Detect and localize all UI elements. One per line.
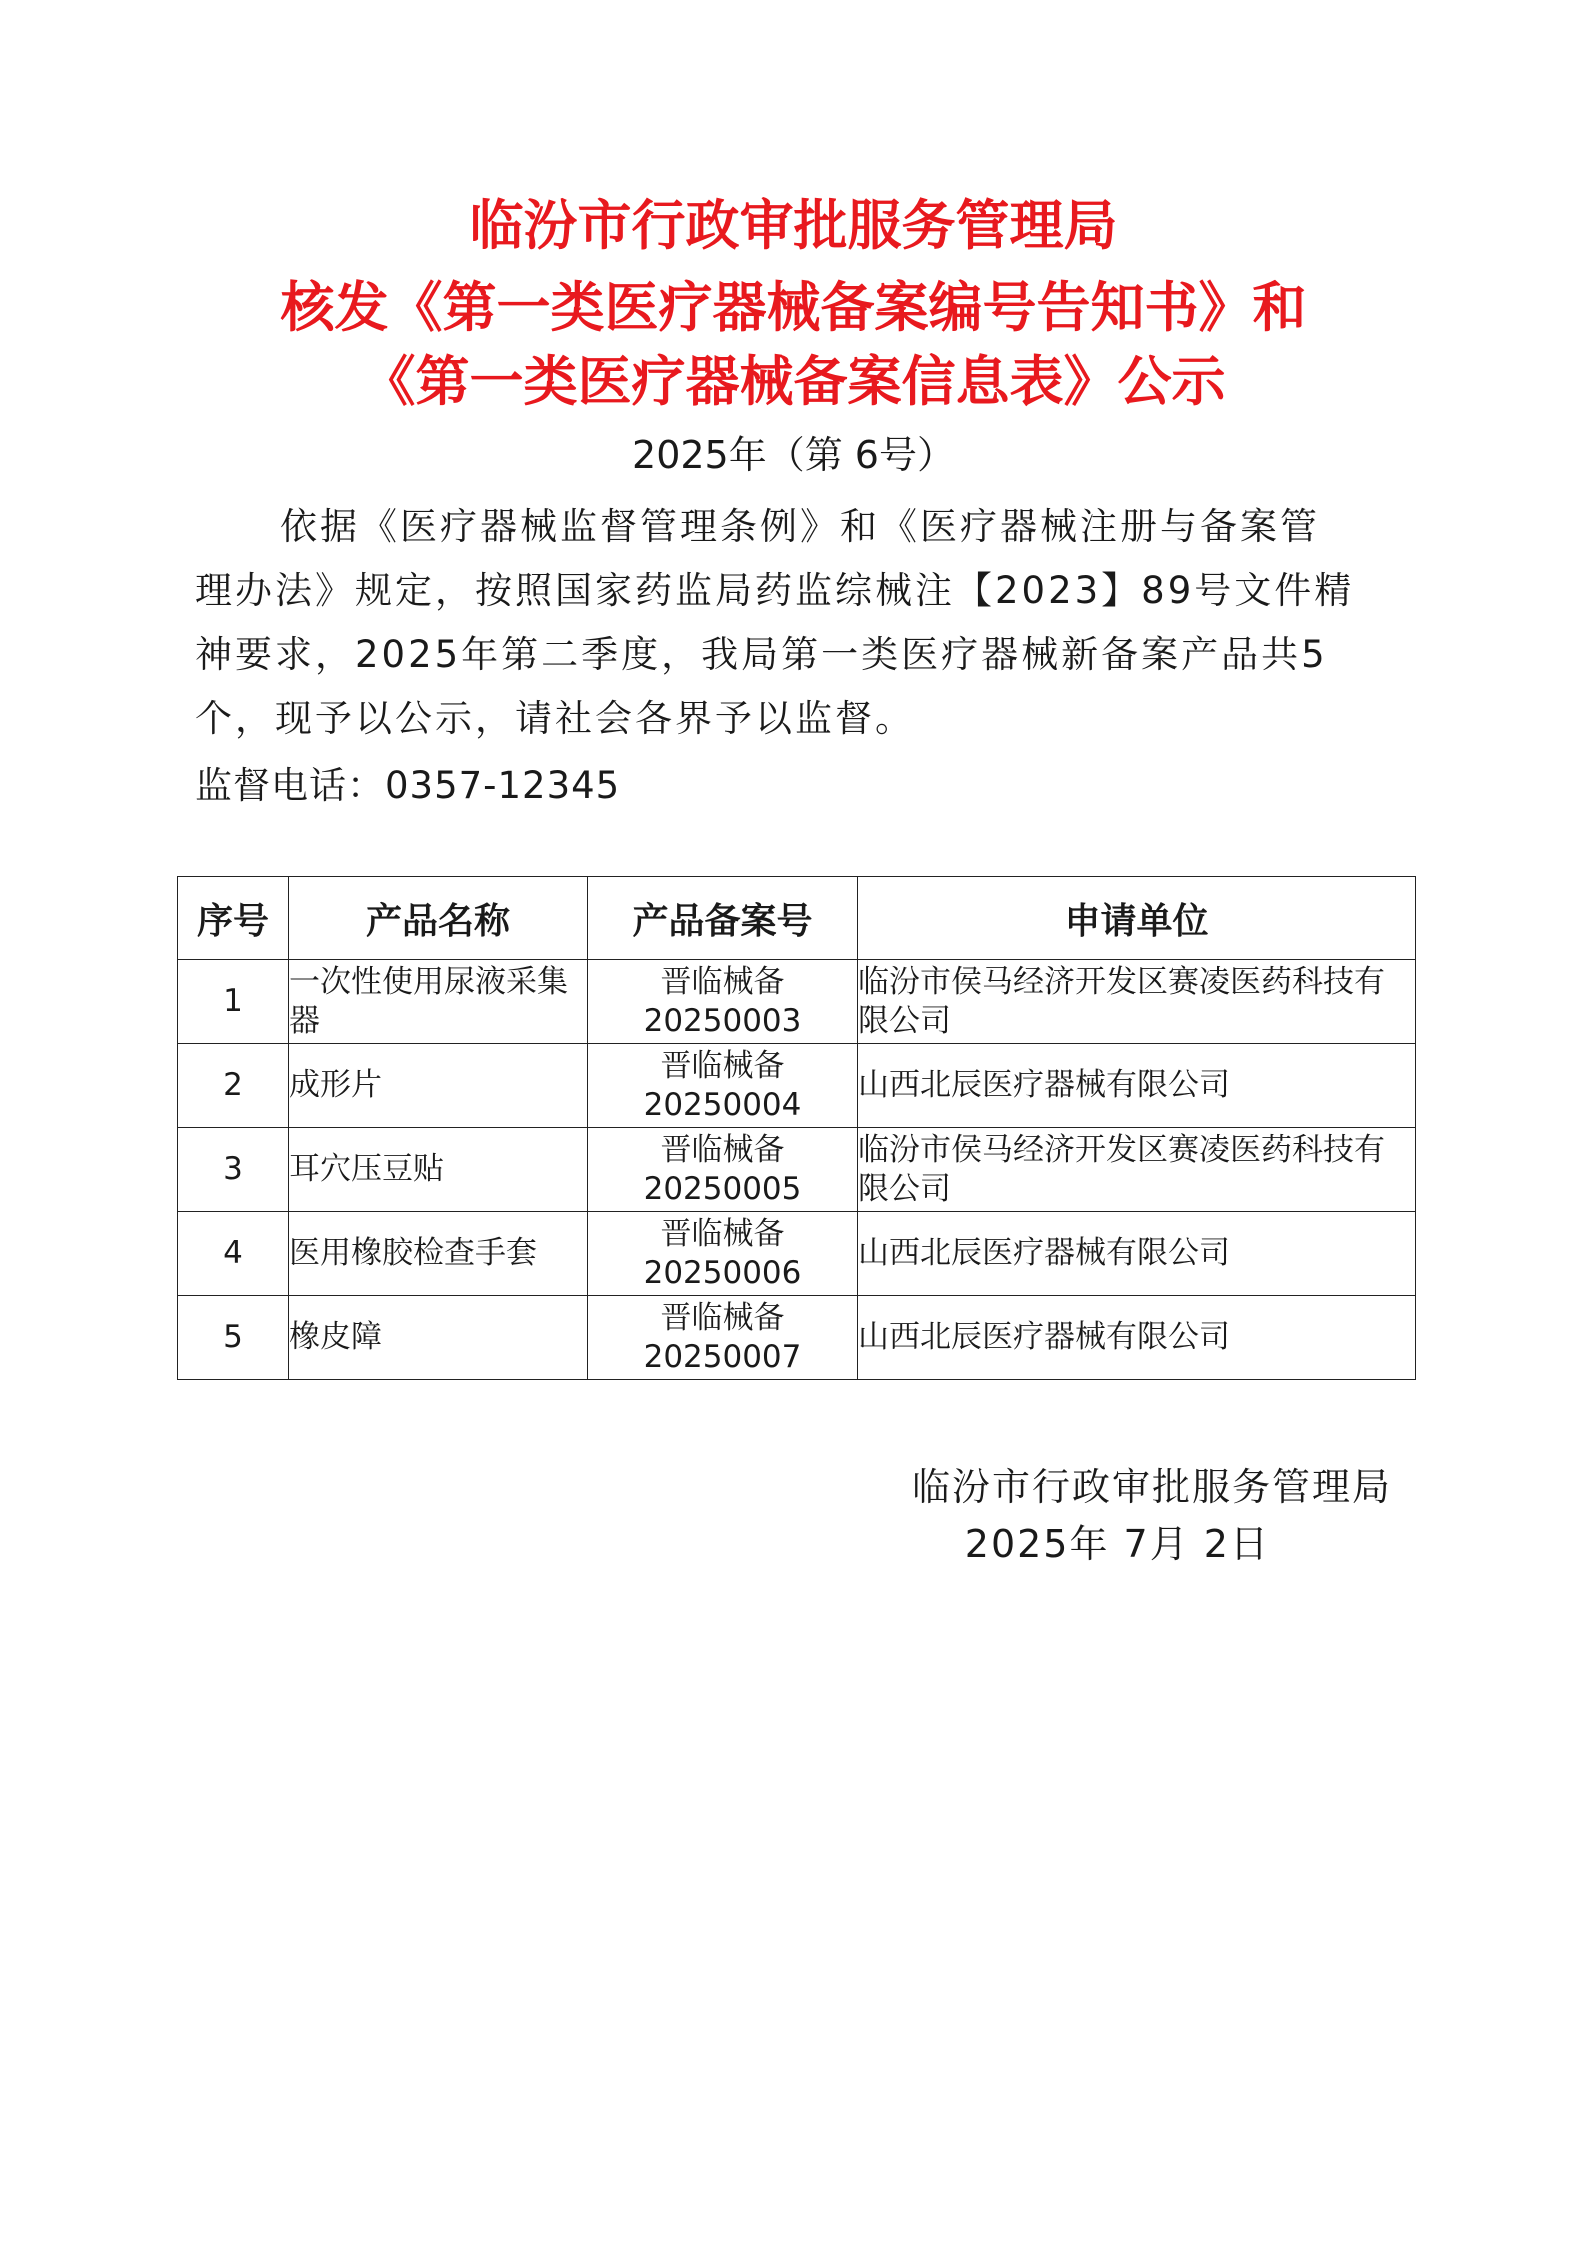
filing-digits: 20250005 (643, 1170, 802, 1207)
header-serial-no: 序号 (178, 877, 289, 960)
table-row (178, 1296, 1416, 1380)
filing-digits: 20250003 (643, 1002, 802, 1039)
table-row (178, 1044, 1416, 1128)
cell-applicant: 山西北辰医疗器械有限公司 (858, 1044, 1416, 1128)
cell-filing-number (588, 1296, 858, 1380)
cell-applicant: 山西北辰医疗器械有限公司 (858, 1212, 1416, 1296)
cell-filing-number (588, 960, 858, 1044)
issuing-organization: 临汾市行政审批服务管理局 (911, 1465, 1392, 1509)
issue-number: 2025年（第 6号） (632, 433, 955, 477)
filing-prefix: 晋临械备 (660, 1299, 785, 1336)
cell-serial-no: 3 (178, 1128, 289, 1212)
cell-filing-number (588, 1128, 858, 1212)
body-line-2: 理办法》规定，按照国家药监局药监综械注【2023】89号文件精 (195, 569, 1355, 612)
table-row (178, 1128, 1416, 1212)
header-applicant: 申请单位 (858, 877, 1416, 960)
filing-prefix: 晋临械备 (660, 1215, 785, 1252)
cell-filing-number (588, 1212, 858, 1296)
cell-serial-no: 4 (178, 1212, 289, 1296)
notice-title-line-1: 临汾市行政审批服务管理局 (469, 194, 1118, 257)
filing-digits: 20250007 (643, 1338, 802, 1375)
cell-product-name: 成形片 (289, 1044, 588, 1128)
cell-product-name: 橡皮障 (289, 1296, 588, 1380)
header-product-name: 产品名称 (289, 877, 588, 960)
cell-product-name: 医用橡胶检查手套 (289, 1212, 588, 1296)
cell-serial-no: 2 (178, 1044, 289, 1128)
body-line-1: 依据《医疗器械监督管理条例》和《医疗器械注册与备案管 (280, 505, 1320, 548)
cell-applicant: 山西北辰医疗器械有限公司 (858, 1296, 1416, 1380)
filing-table (177, 876, 1416, 1380)
cell-product-name: 耳穴压豆贴 (289, 1128, 588, 1212)
header-filing-number: 产品备案号 (588, 877, 858, 960)
body-line-3: 神要求，2025年第二季度，我局第一类医疗器械新备案产品共5 (195, 633, 1328, 676)
notice-title-line-3: 《第一类医疗器械备案信息表》公示 (361, 350, 1226, 413)
cell-applicant: 临汾市侯马经济开发区赛凌医药科技有限公司 (858, 960, 1416, 1044)
cell-serial-no: 1 (178, 960, 289, 1044)
body-line-4: 个，现予以公示，请社会各界予以监督。 (195, 697, 915, 740)
filing-prefix: 晋临械备 (660, 963, 785, 1000)
cell-product-name: 一次性使用尿液采集器 (289, 960, 588, 1044)
filing-prefix: 晋临械备 (660, 1131, 785, 1168)
cell-filing-number (588, 1044, 858, 1128)
table-row (178, 1212, 1416, 1296)
table-header-row (178, 877, 1416, 960)
supervision-phone: 监督电话：0357-12345 (195, 764, 621, 807)
filing-digits: 20250004 (643, 1086, 802, 1123)
table-row (178, 960, 1416, 1044)
filing-prefix: 晋临械备 (660, 1047, 785, 1084)
notice-title-line-2: 核发《第一类医疗器械备案编号告知书》和 (280, 276, 1307, 339)
cell-serial-no: 5 (178, 1296, 289, 1380)
filing-digits: 20250006 (643, 1254, 802, 1291)
cell-applicant: 临汾市侯马经济开发区赛凌医药科技有限公司 (858, 1128, 1416, 1212)
issue-date: 2025年 7月 2日 (964, 1522, 1270, 1566)
